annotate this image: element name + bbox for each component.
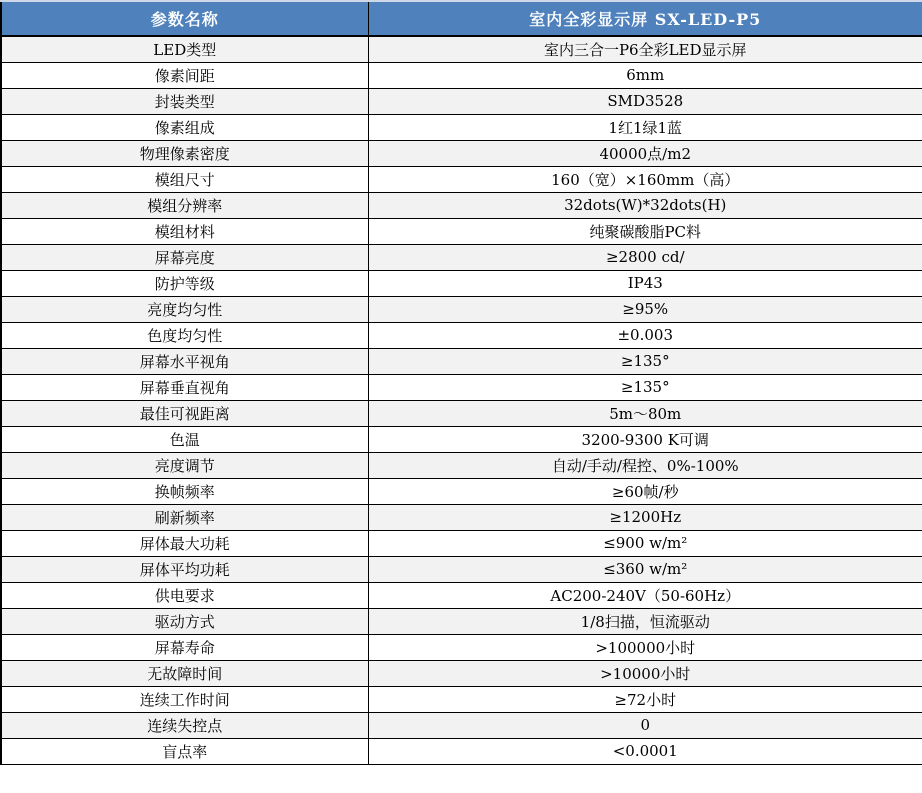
param-value-cell: 1红1绿1蓝	[368, 114, 922, 140]
param-value-cell: 5m～80m	[368, 400, 922, 426]
header-product-title: 室内全彩显示屏 SX-LED-P5	[368, 1, 922, 36]
param-value-cell: 160（宽）×160mm（高）	[368, 166, 922, 192]
param-value-cell: ≥1200Hz	[368, 504, 922, 530]
param-value-cell: ±0.003	[368, 322, 922, 348]
table-row	[1, 660, 922, 686]
param-value-cell: SMD3528	[368, 88, 922, 114]
table-row	[1, 634, 922, 660]
table-row	[1, 114, 922, 140]
param-value-cell: ≤900 w/m²	[368, 530, 922, 556]
table-row	[1, 556, 922, 582]
param-name-cell: 刷新频率	[1, 504, 368, 530]
header-param-name: 参数名称	[1, 1, 368, 36]
param-value-cell: >10000小时	[368, 660, 922, 686]
param-value-cell: ≥60帧/秒	[368, 478, 922, 504]
param-name-cell: 模组材料	[1, 218, 368, 244]
table-row	[1, 452, 922, 478]
param-name-cell: 模组尺寸	[1, 166, 368, 192]
table-row	[1, 140, 922, 166]
table-row	[1, 270, 922, 296]
spec-table-body	[1, 36, 922, 764]
table-row	[1, 582, 922, 608]
table-row	[1, 322, 922, 348]
param-value-cell: IP43	[368, 270, 922, 296]
param-name-cell: 屏幕亮度	[1, 244, 368, 270]
param-name-cell: 亮度均匀性	[1, 296, 368, 322]
param-name-cell: 屏幕水平视角	[1, 348, 368, 374]
table-row	[1, 36, 922, 62]
param-name-cell: 色度均匀性	[1, 322, 368, 348]
param-name-cell: 防护等级	[1, 270, 368, 296]
param-name-cell: 最佳可视距离	[1, 400, 368, 426]
table-row	[1, 738, 922, 764]
table-row	[1, 296, 922, 322]
table-row	[1, 426, 922, 452]
param-value-cell: AC200-240V（50-60Hz）	[368, 582, 922, 608]
param-value-cell: ≥72小时	[368, 686, 922, 712]
table-row	[1, 374, 922, 400]
param-value-cell: ≥95%	[368, 296, 922, 322]
table-row	[1, 608, 922, 634]
param-name-cell: 模组分辨率	[1, 192, 368, 218]
param-value-cell: 室内三合一P6全彩LED显示屏	[368, 36, 922, 62]
param-name-cell: 屏体平均功耗	[1, 556, 368, 582]
table-row	[1, 530, 922, 556]
param-value-cell: ≥135°	[368, 374, 922, 400]
table-row	[1, 218, 922, 244]
param-name-cell: 像素间距	[1, 62, 368, 88]
param-name-cell: 物理像素密度	[1, 140, 368, 166]
param-value-cell: 6mm	[368, 62, 922, 88]
param-value-cell: 3200-9300 K可调	[368, 426, 922, 452]
param-name-cell: 色温	[1, 426, 368, 452]
header-row	[1, 1, 922, 36]
param-name-cell: 盲点率	[1, 738, 368, 764]
param-value-cell: 32dots(W)*32dots(H)	[368, 192, 922, 218]
param-name-cell: 屏幕寿命	[1, 634, 368, 660]
param-name-cell: 换帧频率	[1, 478, 368, 504]
param-value-cell: 纯聚碳酸脂PC料	[368, 218, 922, 244]
param-name-cell: 无故障时间	[1, 660, 368, 686]
table-row	[1, 686, 922, 712]
param-value-cell: 0	[368, 712, 922, 738]
param-name-cell: 连续工作时间	[1, 686, 368, 712]
param-value-cell: <0.0001	[368, 738, 922, 764]
param-name-cell: 屏幕垂直视角	[1, 374, 368, 400]
param-name-cell: 封装类型	[1, 88, 368, 114]
table-row	[1, 166, 922, 192]
param-name-cell: 连续失控点	[1, 712, 368, 738]
table-row	[1, 712, 922, 738]
param-value-cell: 1/8扫描，恒流驱动	[368, 608, 922, 634]
table-row	[1, 62, 922, 88]
param-name-cell: 供电要求	[1, 582, 368, 608]
param-value-cell: >100000小时	[368, 634, 922, 660]
param-name-cell: 亮度调节	[1, 452, 368, 478]
table-row	[1, 504, 922, 530]
table-row	[1, 88, 922, 114]
param-name-cell: LED类型	[1, 36, 368, 62]
param-name-cell: 屏体最大功耗	[1, 530, 368, 556]
param-value-cell: 40000点/m2	[368, 140, 922, 166]
param-name-cell: 驱动方式	[1, 608, 368, 634]
spec-table-header	[1, 1, 922, 36]
param-value-cell: ≥2800 cd/	[368, 244, 922, 270]
table-row	[1, 478, 922, 504]
param-value-cell: ≤360 w/m²	[368, 556, 922, 582]
table-row	[1, 348, 922, 374]
param-value-cell: 自动/手动/程控、0%-100%	[368, 452, 922, 478]
table-row	[1, 192, 922, 218]
table-row	[1, 244, 922, 270]
table-row	[1, 400, 922, 426]
param-value-cell: ≥135°	[368, 348, 922, 374]
param-name-cell: 像素组成	[1, 114, 368, 140]
